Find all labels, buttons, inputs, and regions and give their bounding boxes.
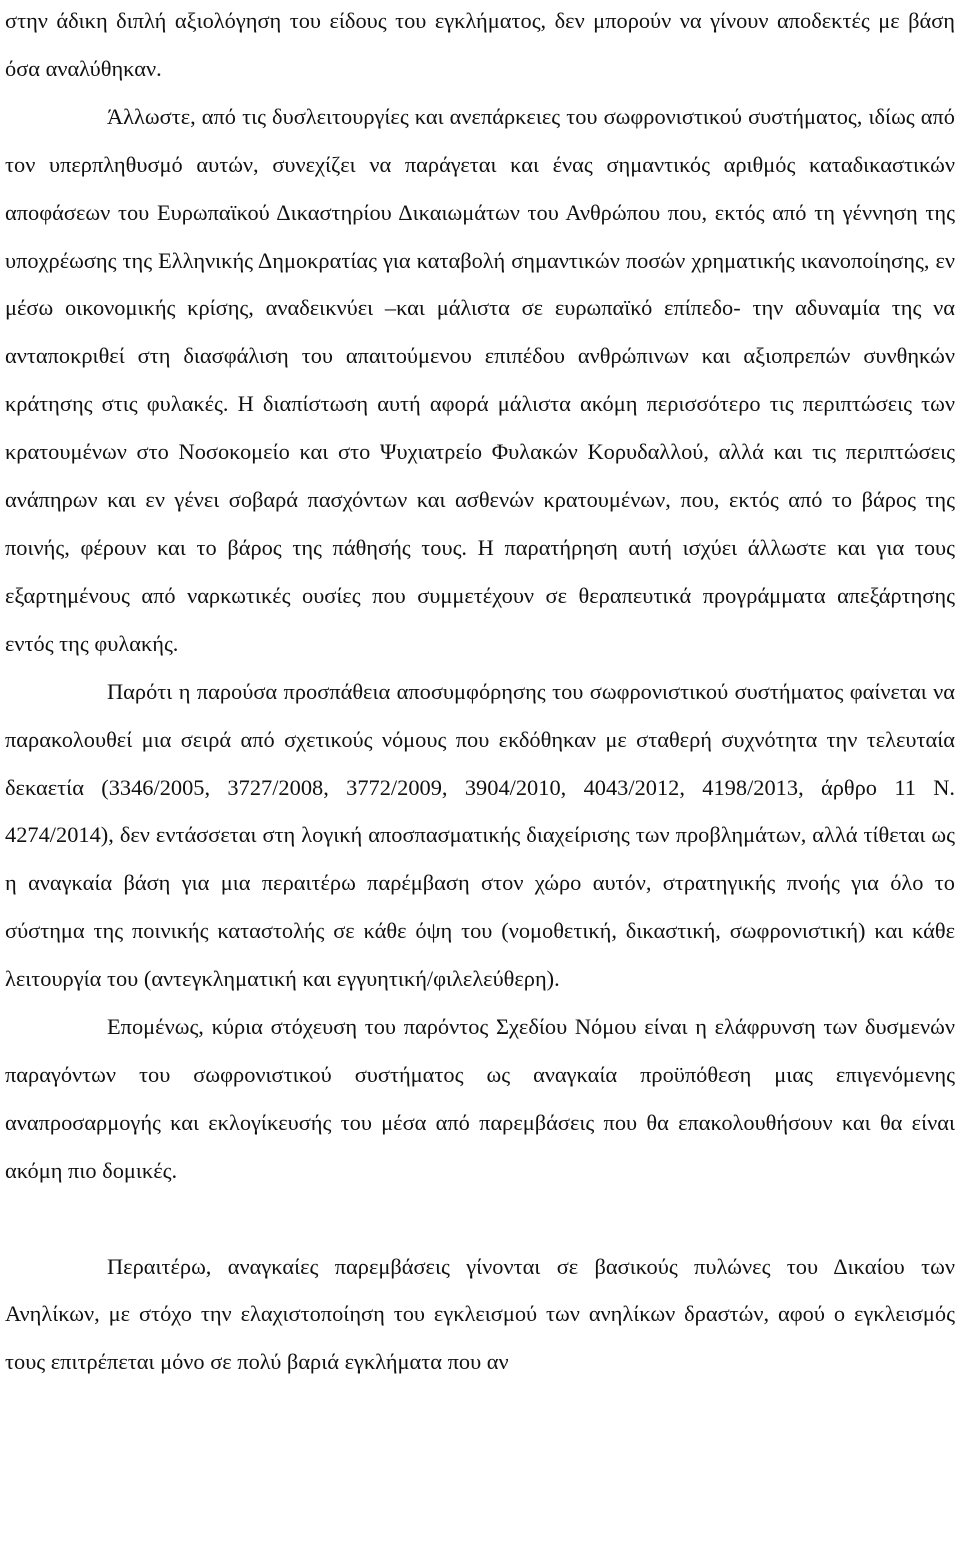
paragraph-3: Παρότι η παρούσα προσπάθεια αποσυμφόρησης του σωφρονιστικού συστήματος φαίνεται να παρακολουθεί μια σειρά από σχετικούς νόμους που εκδόθηκαν με σταθερή συχνότητα την τελευταία δεκαετία (3346/2005, 3727/2008, 3772/2009, 3904/2010, 4043/2012, 4198/2013, άρθρο 11 Ν. 4274/2014), δεν εντάσσεται στη λογική αποσπασματικής διαχείρισης των προβλημάτων, αλλά τίθεται ως η αναγκαία βάση για μια περαιτέρω παρέμβαση στον χώρο αυτόν, στρατηγικής πνοής για όλο το σύστημα της ποινικής καταστολής σε κάθε όψη του (νομοθετική, δικαστική, σωφρονιστική) και κάθε λειτουργία του (αντεγκληματική και εγγυητική/φιλελεύθερη). (5, 678, 955, 992)
paragraph-1: στην άδικη διπλή αξιολόγηση του είδους του εγκλήματος, δεν μπορούν να γίνουν αποδεκτές με βάση όσα αναλύθηκαν. (5, 8, 955, 81)
paragraph-spacer (5, 1195, 955, 1243)
document-page (5, 0, 955, 1563)
paragraph-2: Άλλωστε, από τις δυσλειτουργίες και ανεπάρκειες του σωφρονιστικού συστήματος, ιδίως από τον υπερπληθυσμό αυτών, συνεχίζει να παράγεται και ένας σημαντικός αριθμός καταδικαστικών αποφάσεων του Ευρωπαϊκού Δικαστηρίου Δικαιωμάτων του Ανθρώπου που, εκτός από τη γέννηση της υποχρέωσης της Ελληνικής Δημοκρατίας για καταβολή σημαντικών ποσών χρηματικής ικανοποίησης, εν μέσω οικονομικής κρίσης, αναδεικνύει –και μάλιστα σε ευρωπαϊκό επίπεδο- την αδυναμία της να ανταποκριθεί στη διασφάλιση του απαιτούμενου επιπέδου ανθρώπινων και αξιοπρεπών συνθηκών κράτησης στις φυλακές. Η διαπίστωση αυτή αφορά μάλιστα ακόμη περισσότερο τις περιπτώσεις των κρατουμένων στο Νοσοκομείο και στο Ψυχιατρείο Φυλακών Κορυδαλλού, αλλά και τις περιπτώσεις ανάπηρων και εν γένει σοβαρά πασχόντων και ασθενών κρατουμένων, που, εκτός από το βάρος της ποινής, φέρουν και το βάρος της πάθησής τους. Η παρατήρηση αυτή ισχύει άλλωστε και για τους εξαρτημένους από ναρκωτικές ουσίες που συμμετέχουν σε θεραπευτικά προγράμματα απεξάρτησης εντός της φυλακής. (5, 103, 955, 656)
paragraph-5: Περαιτέρω, αναγκαίες παρεμβάσεις γίνονται σε βασικούς πυλώνες του Δικαίου των Ανηλίκων, με στόχο την ελαχιστοποίηση του εγκλεισμού των ανηλίκων δραστών, αφού ο εγκλεισμός τους επιτρέπεται μόνο σε πολύ βαριά εγκλήματα που αν (5, 1253, 955, 1375)
paragraph-4: Επομένως, κύρια στόχευση του παρόντος Σχεδίου Νόμου είναι η ελάφρυνση των δυσμενών παραγόντων του σωφρονιστικού συστήματος ως αναγκαία προϋπόθεση μιας επιγενόμενης αναπροσαρμογής και εκλογίκευσής του μέσα από παρεμβάσεις που θα επακολουθήσουν και θα είναι ακόμη πιο δομικές. (5, 1014, 955, 1183)
